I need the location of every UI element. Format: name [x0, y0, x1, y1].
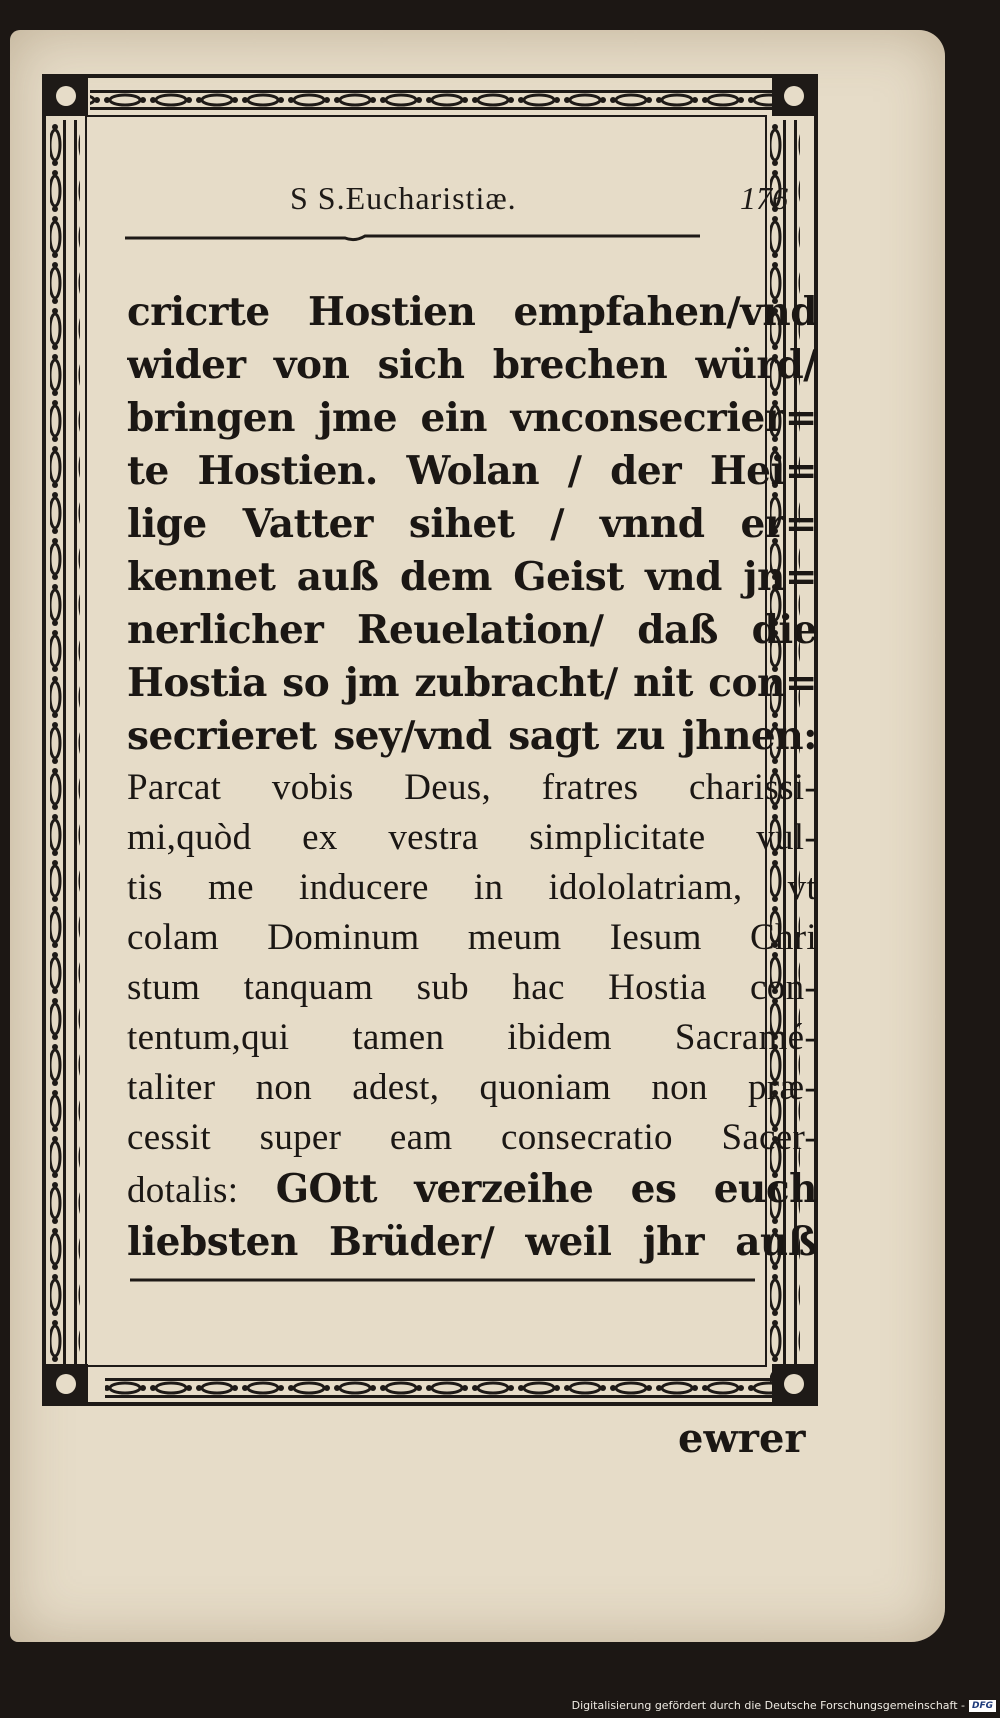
text-line: tis me inducere in idololatriam, vt: [127, 867, 817, 908]
text-line: mi,quòd ex vestra simplicitate vul-: [127, 817, 817, 858]
catchword: ewrer: [678, 1415, 806, 1462]
corner-ornament-top-left: [44, 76, 88, 116]
text-line: te Hostien. Wolan / der Hei=: [127, 448, 817, 494]
latin-segment: dotalis:: [127, 1170, 239, 1211]
text-line: nerlicher Reuelation/ daß die: [127, 607, 817, 653]
dfg-logo-icon: DFG: [969, 1700, 996, 1712]
text-line: wider von sich brechen würd/: [127, 342, 817, 388]
body-text: [127, 286, 817, 1269]
fraktur-segment: GOtt verzeihe es euch: [275, 1166, 817, 1212]
text-line: stum tanquam sub hac Hostia con-: [127, 967, 817, 1008]
border-left: [50, 120, 80, 1382]
text-line: cessit super eam consecratio Sacer-: [127, 1117, 817, 1158]
book-page: [10, 30, 945, 1642]
text-line: liebsten Brüder/ weil jhr auß: [127, 1219, 817, 1265]
text-line: kennet auß dem Geist vnd jn=: [127, 554, 817, 600]
text-line: bringen jme ein vnconsecrier=: [127, 395, 817, 441]
text-line: Parcat vobis Deus, fratres charissi-: [127, 767, 817, 808]
text-line: Hostia so jm zubracht/ nit con=: [127, 660, 817, 706]
text-line: tentum,qui tamen ibidem Sacramé-: [127, 1017, 817, 1058]
text-line: taliter non adest, quoniam non præ-: [127, 1067, 817, 1108]
corner-ornament-top-right: [772, 76, 816, 116]
header-rule: [125, 236, 700, 240]
digitization-credit: [572, 1699, 996, 1712]
corner-ornament-bottom-right: [772, 1364, 816, 1404]
border-bottom: [105, 1370, 805, 1398]
text-line: secrieret sey/vnd sagt zu jhnen:: [127, 713, 817, 759]
text-line: lige Vatter sihet / vnnd er=: [127, 501, 817, 547]
page-number: 176: [740, 180, 788, 216]
credit-text: Digitalisierung gefördert durch die Deutsche Forschungsgemeinschaft -: [571, 1699, 965, 1712]
text-line-mixed: [127, 1163, 817, 1216]
text-line: cricrte Hostien empfahen/vnd: [127, 289, 817, 335]
corner-ornament-bottom-left: [44, 1364, 88, 1404]
text-line: colam Dominum meum Iesum Chri: [127, 917, 817, 958]
running-head: S S.Eucharistiæ.: [290, 180, 517, 216]
border-top: [90, 82, 810, 110]
